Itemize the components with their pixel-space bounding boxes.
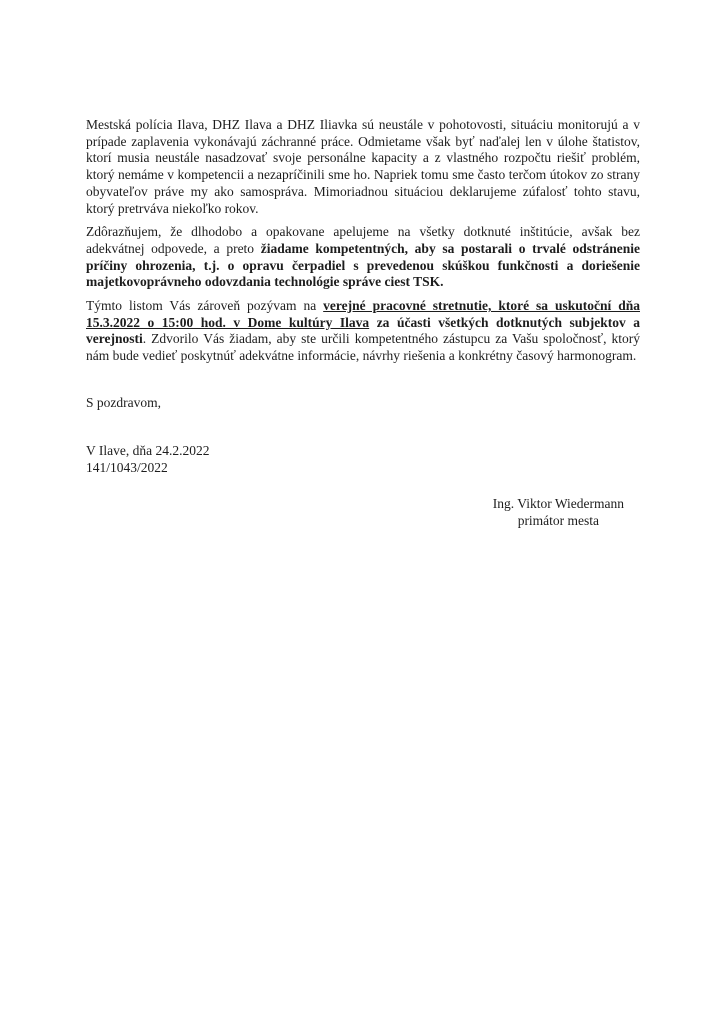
letter-body xyxy=(86,117,640,530)
meeting-details-underlined: verejné pracovné stretnutie, ktoré sa uskutoční dňa 15.3.2022 o 15:00 hod. v Dome kultúry Ilava xyxy=(86,298,640,330)
place-date-line: V Ilave, dňa 24.2.2022 xyxy=(86,442,210,458)
signature-block xyxy=(493,495,624,530)
paragraph-demand-regular: Zdôrazňujem, že dlhodobo a opakovane apelujeme na všetky dotknuté inštitúcie, avšak bez adekvátnej odpovede, a preto xyxy=(86,224,640,256)
closing-salutation: S pozdravom, xyxy=(86,394,161,410)
date-reference-block xyxy=(86,442,640,476)
signer-title: primátor mesta xyxy=(517,513,600,529)
meeting-details-bold: za účasti všetkých dotknutých subjektov a verejnosti xyxy=(86,314,640,347)
paragraph-situation: Mestská polícia Ilava, DHZ Ilava a DHZ Iliavka sú neustále v pohotovosti, situáciu monitorujú a v prípade zaplavenia vykonávajú záchranné práce. Odmietame však byť naďalej len v úlohe štatistov, ktorí musia neustále nasadzovať svoje personálne kapacity a z vlastného rozpočtu riešiť problém, ktorý nemáme v kompetencii a nezapríčinili sme ho. Napriek tomu sme často terčom útokov zo strany obyvateľov práve my ako samospráva. Mimoriadnou situáciou deklarujeme zúfalosť tohto stavu, ktorý pretrváva niekoľko rokov. xyxy=(86,117,640,216)
reference-number: 141/1043/2022 xyxy=(86,459,168,475)
paragraph-demand xyxy=(86,224,640,291)
invitation-intro: Týmto listom Vás zároveň pozývam na xyxy=(86,298,324,314)
invitation-outro: . Zdvorilo Vás žiadam, aby ste určili kompetentného zástupcu za Vašu spoločnosť, ktorý nám bude vedieť poskytnúť adekvátne informácie, návrhy riešenia a konkrétny časový harmonogram. xyxy=(86,331,640,364)
signer-name: Ing. Viktor Wiedermann xyxy=(492,495,624,511)
paragraph-invitation xyxy=(86,298,640,365)
paragraph-demand-bold: žiadame kompetentných, aby sa postarali o trvalé odstránenie príčiny ohrozenia, t.j. o opravu čerpadiel s prevedenou skúškou funkčnosti a doriešenie majetkovoprávneho odovzdania technológie správe ciest TSK. xyxy=(86,240,641,290)
